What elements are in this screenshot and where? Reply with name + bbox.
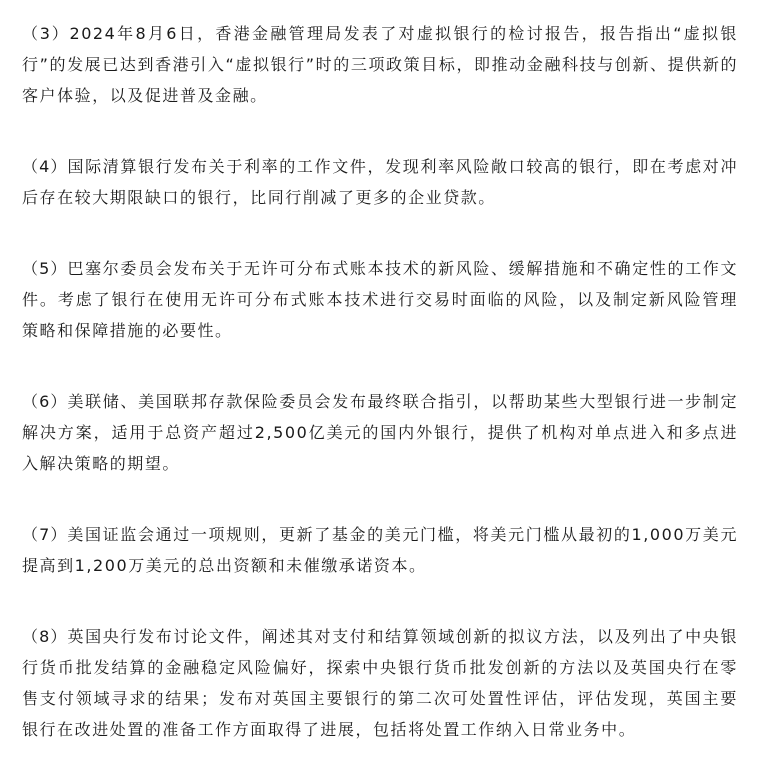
paragraph-8 bbox=[22, 621, 738, 745]
paragraph-text: 2024年8月6日，香港金融管理局发表了对虚拟银行的检讨报告，报告指出“虚拟银行”的发展已达到香港引入“虚拟银行”时的三项政策目标，即推动金融科技与创新、提供新的客户体验，以及促进普及金融。 bbox=[22, 24, 738, 105]
paragraph-text: 美联储、美国联邦存款保险委员会发布最终联合指引，以帮助某些大型银行进一步制定解决方案，适用于总资产超过2,500亿美元的国内外银行，提供了机构对单点进入和多点进入解决策略的期望。 bbox=[22, 392, 738, 473]
paragraph-number: （4） bbox=[22, 157, 68, 176]
paragraph-number: （5） bbox=[22, 259, 68, 278]
paragraph-text: 英国央行发布讨论文件，阐述其对支付和结算领域创新的拟议方法，以及列出了中央银行货币批发结算的金融稳定风险偏好，探索中央银行货币批发创新的方法以及英国央行在零售支付领域寻求的结果；发布对英国主要银行的第二次可处置性评估，评估发现，英国主要银行在改进处置的准备工作方面取得了进展，包括将处置工作纳入日常业务中。 bbox=[22, 627, 738, 739]
paragraph-text: 巴塞尔委员会发布关于无许可分布式账本技术的新风险、缓解措施和不确定性的工作文件。考虑了银行在使用无许可分布式账本技术进行交易时面临的风险，以及制定新风险管理策略和保障措施的必要性。 bbox=[22, 259, 738, 340]
paragraph-text: 国际清算银行发布关于利率的工作文件，发现利率风险敞口较高的银行，即在考虑对冲后存在较大期限缺口的银行，比同行削减了更多的企业贷款。 bbox=[22, 157, 738, 207]
paragraph-text: 美国证监会通过一项规则，更新了基金的美元门槛，将美元门槛从最初的1,000万美元提高到1,200万美元的总出资额和未催缴承诺资本。 bbox=[22, 525, 738, 575]
paragraph-number: （6） bbox=[22, 392, 68, 411]
paragraph-3 bbox=[22, 18, 738, 111]
paragraph-5 bbox=[22, 253, 738, 346]
paragraph-number: （8） bbox=[22, 627, 68, 646]
paragraph-4 bbox=[22, 151, 738, 213]
paragraph-number: （3） bbox=[22, 24, 70, 43]
paragraph-6 bbox=[22, 386, 738, 479]
paragraph-7 bbox=[22, 519, 738, 581]
paragraph-number: （7） bbox=[22, 525, 68, 544]
